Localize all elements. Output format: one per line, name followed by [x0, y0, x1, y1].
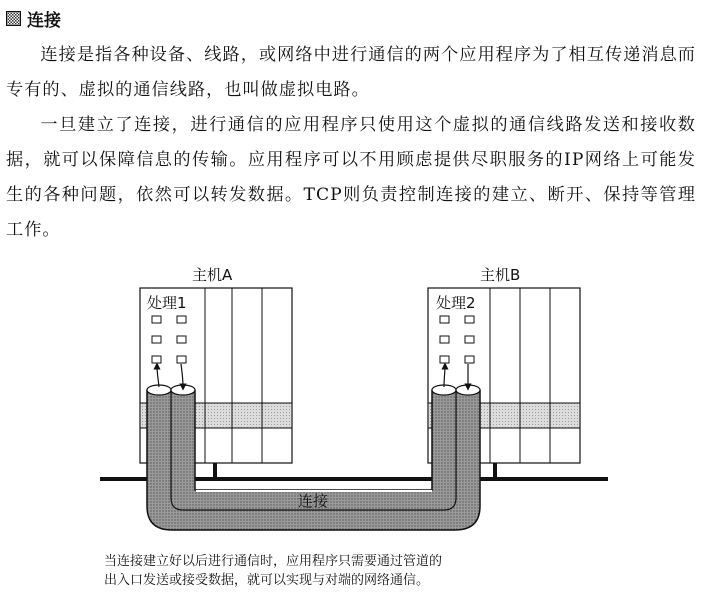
connection-diagram [0, 258, 711, 550]
figure-caption [104, 552, 624, 590]
section-title: 连接 [27, 10, 61, 31]
pipe-label: 连接 [298, 492, 329, 510]
host-b-label: 主机B [480, 266, 521, 284]
caption-line-1: 当连接建立好以后进行通信时，应用程序只需要通过管道的 [104, 554, 443, 569]
process-a-label: 处理1 [147, 294, 187, 312]
process-b-label: 处理2 [436, 294, 476, 312]
hatched-square-icon [6, 11, 21, 26]
section-heading [6, 6, 61, 30]
caption-line-2: 出入口发送或接受数据，就可以实现与对端的网络通信。 [104, 573, 430, 588]
paragraph-explanation: 一旦建立了连接，进行通信的应用程序只使用这个虚拟的通信线路发送和接收数据，就可以保障信息的传输。应用程序可以不用顾虑提供尽职服务的IP网络上可能发生的各种问题，依然可以转发数据。TCP则负责控制连接的建立、断开、保持等管理工作。 [6, 115, 696, 240]
paragraph-definition: 连接是指各种设备、线路，或网络中进行通信的两个应用程序为了相互传递消息而专有的、虚拟的通信线路，也叫做虚拟电路。 [6, 45, 696, 100]
host-a-label: 主机A [192, 266, 233, 284]
